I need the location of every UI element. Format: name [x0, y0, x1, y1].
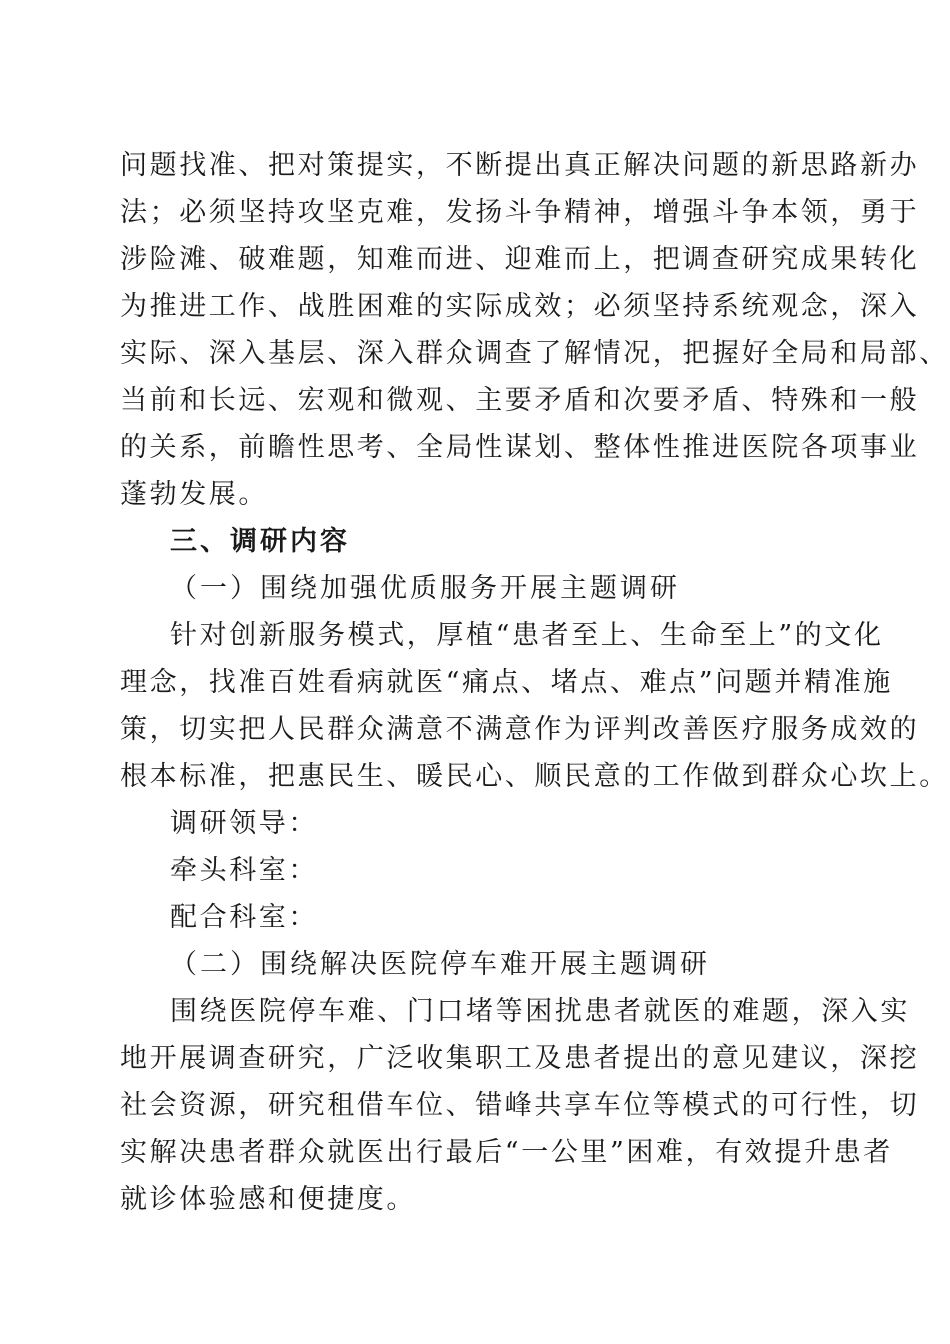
- subsection-heading: （一）围绕加强优质服务开展主题调研: [170, 573, 680, 604]
- paragraph-line: 为推进工作、战胜困难的实际成效；必须坚持系统观念，深入: [120, 291, 920, 322]
- paragraph-line: 涉险滩、破难题，知难而进、迎难而上，把调查研究成果转化: [120, 244, 920, 275]
- section-heading: 三、调研内容: [170, 526, 350, 557]
- paragraph-line: 社会资源，研究租借车位、错峰共享车位等模式的可行性，切: [120, 1090, 920, 1121]
- paragraph-line: 实解决患者群众就医出行最后“一公里”困难，有效提升患者: [120, 1137, 893, 1168]
- paragraph-line: 根本标准，把惠民生、暖民心、顺民意的工作做到群众心坎上。: [120, 761, 949, 792]
- paragraph-line: 法；必须坚持攻坚克难，发扬斗争精神，增强斗争本领，勇于: [120, 197, 920, 228]
- lead-department-label: 牵头科室：: [170, 855, 318, 886]
- paragraph-line: 问题找准、把对策提实，不断提出真正解决问题的新思路新办: [120, 150, 920, 181]
- paragraph-line: 实际、深入基层、深入群众调查了解情况，把握好全局和局部、: [120, 338, 949, 369]
- paragraph-line: 的关系，前瞻性思考、全局性谋划、整体性推进医院各项事业: [120, 432, 920, 463]
- subsection-heading: （二）围绕解决医院停车难开展主题调研: [170, 949, 710, 980]
- paragraph-line: 针对创新服务模式，厚植“患者至上、生命至上”的文化: [170, 620, 884, 651]
- paragraph-line: 理念，找准百姓看病就医“痛点、堵点、难点”问题并精准施: [120, 667, 893, 698]
- paragraph-line: 蓬勃发展。: [120, 479, 268, 510]
- paragraph-line: 当前和长远、宏观和微观、主要矛盾和次要矛盾、特殊和一般: [120, 385, 920, 416]
- cooperating-department-label: 配合科室：: [170, 902, 318, 933]
- paragraph-line: 围绕医院停车难、门口堵等困扰患者就医的难题，深入实: [170, 996, 910, 1027]
- paragraph-line: 策，切实把人民群众满意不满意作为评判改善医疗服务成效的: [120, 714, 920, 745]
- paragraph-line: 就诊体验感和便捷度。: [120, 1184, 416, 1215]
- research-leader-label: 调研领导：: [170, 808, 318, 839]
- paragraph-line: 地开展调查研究，广泛收集职工及患者提出的意见建议，深挖: [120, 1043, 920, 1074]
